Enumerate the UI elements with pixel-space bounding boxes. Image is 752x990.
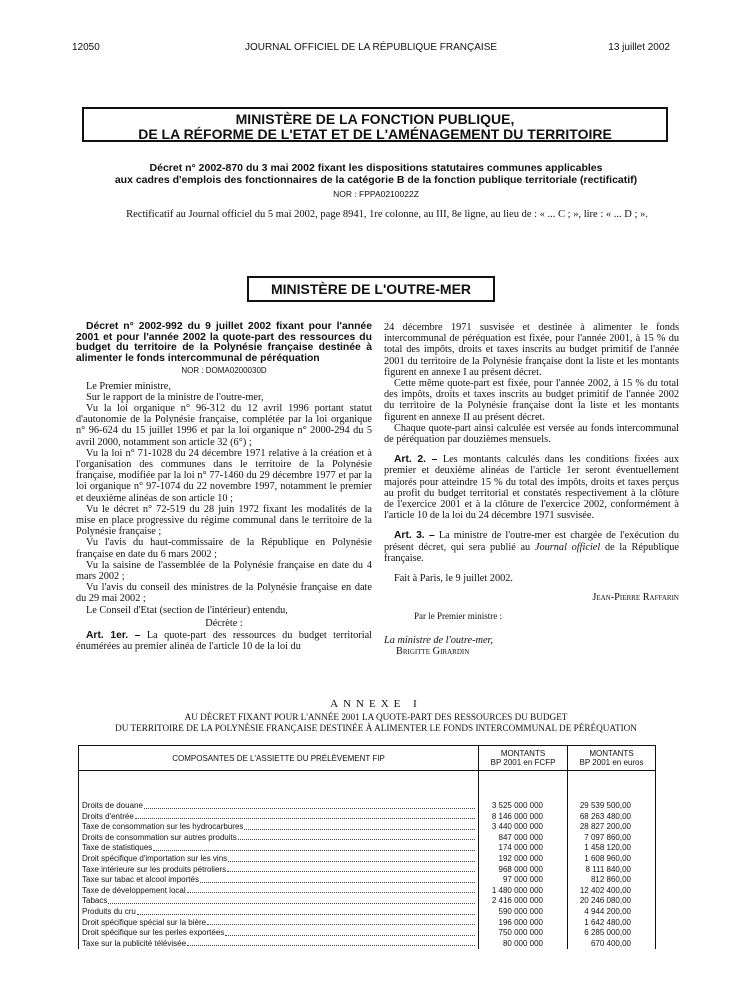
article-3-text-end: de la République française. (384, 541, 679, 564)
decree-paragraph: Le Conseil d'Etat (section de l'intérieur) entendu, (86, 604, 288, 616)
minister-name: Brigitte Girardin (396, 645, 470, 657)
row-label-cell (79, 854, 479, 865)
annex-subtitle-line-1: AU DÉCRET FIXANT POUR L'ANNÉE 2001 LA QUOTE-PART DES RESSOURCES DU BUDGET (184, 712, 568, 722)
table-row (79, 939, 656, 950)
row-amount-fcfp: 80 000 000 (479, 939, 568, 950)
article-2 (384, 454, 679, 521)
row-label-cell (79, 801, 479, 812)
page-header (72, 42, 670, 56)
row-label-cell (79, 865, 479, 876)
fip-table (78, 745, 656, 949)
decree-nor: NOR : DOMA0200030D (181, 366, 267, 376)
row-label: Droits d'entrée (82, 811, 134, 821)
row-label: Taxe sur la publicité télévisée (82, 938, 187, 948)
header-euros-line-1: MONTANTS (589, 749, 634, 758)
article-1-text: La quote-part des ressources du budget territorial énumérées au premier alinéa de l'article 10 de la loi du (76, 630, 373, 653)
decree-done-at: Fait à Paris, le 9 juillet 2002. (394, 573, 513, 585)
row-amount-fcfp: 192 000 000 (479, 854, 568, 865)
decree-title: Décret n° 2002-992 du 9 juillet 2002 fixant pour l'année 2001 et pour l'année 2002 la quote-part des ressources du budget du territoire de la Polynésie française destinée à alimenter le fonds intercommunal de péréquation (76, 321, 372, 364)
row-amount-euros: 670 400,00 (568, 939, 656, 950)
table-row (79, 812, 656, 823)
ministry-heading-fonction-publique (82, 107, 668, 142)
row-label: Taxe intérieure sur les produits pétroliers (82, 864, 227, 874)
table-row (79, 843, 656, 854)
row-amount-fcfp: 968 000 000 (479, 865, 568, 876)
decree-paragraph: Cette même quote-part est fixée, pour l'année 2002, à 15 % du total des impôts, droits et taxes inscrits au budget primitif de l'année 2002 du territoire de la Polynésie française dont la liste et les montants figurent en annexe II au présent décret. (384, 378, 679, 423)
column-header-euros (568, 746, 656, 771)
table-row (79, 886, 656, 897)
table-spacer-row (79, 771, 656, 802)
decree-paragraph: Vu l'avis du haut-commissaire de la République en Polynésie française en date du 6 mars 2002 ; (76, 537, 372, 560)
row-amount-euros: 8 111 840,00 (568, 865, 656, 876)
minister-title: La ministre de l'outre-mer, (384, 634, 493, 646)
row-amount-euros: 29 539 500,00 (568, 801, 656, 812)
ministry-heading-outre-mer: MINISTÈRE DE L'OUTRE-MER (247, 276, 495, 302)
row-amount-fcfp: 847 000 000 (479, 833, 568, 844)
decree-paragraph: Vu la saisine de l'assemblée de la Polynésie française en date du 4 mars 2002 ; (76, 559, 372, 583)
row-amount-euros: 12 402 400,00 (568, 886, 656, 897)
row-amount-euros: 68 263 480,00 (568, 812, 656, 823)
row-label: Droit spécifique d'importation sur les vins (82, 853, 228, 863)
fip-table-body (79, 771, 656, 950)
article-3-label: Art. 3. – (394, 530, 435, 542)
row-amount-euros: 4 944 200,00 (568, 907, 656, 918)
row-label: Taxe de consommation sur les hydrocarbures (82, 822, 244, 832)
decree-paragraph: Le Premier ministre, (86, 380, 171, 392)
row-label: Droits de douane (82, 801, 143, 810)
row-amount-euros: 1 608 960,00 (568, 854, 656, 865)
header-fcfp-line-2: BP 2001 en FCFP (490, 758, 556, 767)
decree-column-left (76, 322, 372, 652)
row-amount-fcfp: 750 000 000 (479, 928, 568, 939)
article-1 (76, 630, 372, 652)
rectificatif-nor: NOR : FPPA0210022Z (333, 189, 419, 199)
table-row (79, 822, 656, 833)
row-amount-fcfp: 590 000 000 (479, 907, 568, 918)
row-label-cell (79, 812, 479, 823)
article-3-text: La ministre de l'outre-mer est chargée de l'exécution du présent décret, qui sera publié au (384, 530, 679, 553)
article-3-journal: Journal officiel (534, 541, 601, 553)
decree-paragraph: Vu l'avis du conseil des ministres de la Polynésie française en date du 29 mai 2002 ; (76, 582, 372, 605)
row-amount-euros: 20 246 080,00 (568, 896, 656, 907)
table-row (79, 801, 656, 812)
row-amount-fcfp: 3 440 000 000 (479, 822, 568, 833)
row-label: Taxe sur tabac et alcool importés (82, 875, 199, 885)
annex-subtitle-line-2: DU TERRITOIRE DE LA POLYNÉSIE FRANÇAISE DESTINÉE À ALIMENTER LE FONDS INTERCOMMUNAL DE PÉRÉQUATION (115, 722, 637, 733)
decree-paragraph: 24 décembre 1971 susvisée et destinée à alimenter le fonds intercommunal de péréquation est fixée, pour l'année 2001, à 15 % du total des impôts, droits et taxes inscrits au budget primitif de l'année 2001 du territoire de la Polynésie française dont la liste et les montants figurent en annexe I au présent décret. (384, 322, 679, 378)
row-label-cell (79, 928, 479, 939)
row-label: Tabacs (82, 896, 108, 906)
page-number: 12050 (72, 42, 100, 53)
row-amount-euros: 6 285 000,00 (568, 928, 656, 939)
ministry-line-2: DE LA RÉFORME DE L'ETAT ET DE L'AMÉNAGEMENT DU TERRITOIRE (138, 126, 612, 142)
row-label: Taxe de statistiques (82, 843, 153, 853)
decree-paragraph: Chaque quote-part ainsi calculée est versée au fonds intercommunal de péréquation par douzièmes mensuels. (384, 422, 679, 446)
issue-date: 13 juillet 2002 (608, 42, 670, 53)
table-row (79, 854, 656, 865)
row-label-cell (79, 907, 479, 918)
decree-paragraph: Vu la loi n° 71-1028 du 24 décembre 1971 relative à la création et à l'organisation des communes dans le territoire de la Polynésie française, modifiée par la loi n° 77-1460 du 29 décembre 1977 et par la loi organique n° 97-1074 du 22 novembre 1997, notamment le premier et deuxième alinéas de son article 10 ; (76, 447, 372, 504)
row-label-cell (79, 896, 479, 907)
row-label: Produits du cru (82, 906, 136, 916)
row-label-cell (79, 939, 479, 950)
rectificatif-title (40, 162, 712, 186)
row-amount-fcfp: 3 525 000 000 (479, 801, 568, 812)
row-amount-euros: 28 827 200,00 (568, 822, 656, 833)
header-euros-line-2: BP 2001 en euros (579, 758, 644, 767)
decree-paragraph: Vu la loi organique n° 96-312 du 12 avril 1996 portant statut d'autonomie de la Polynésie française, complétée par la loi organique n° 96-624 du 15 juillet 1996 et par la loi organique n° 2000-294 du 5 avril 2000, notamment son article 32 (6°) ; (76, 402, 372, 448)
table-row (79, 875, 656, 886)
decree-paragraph: Vu le décret n° 72-519 du 28 juin 1972 fixant les modalités de la mise en place progressive du régime communal dans le territoire de la Polynésie française ; (76, 503, 372, 538)
row-amount-fcfp: 1 480 000 000 (479, 886, 568, 897)
row-amount-fcfp: 2 416 000 000 (479, 896, 568, 907)
header-fcfp-line-1: MONTANTS (500, 749, 546, 758)
row-label-cell (79, 843, 479, 854)
row-amount-euros: 1 458 120,00 (568, 843, 656, 854)
article-2-text: Les montants calculés dans les conditions fixées aux premier et deuxième alinéas de l'article 1er seront éventuellement majorés pour atteindre 15 % du total des impôts, droits et taxes perçus au profit du budget territorial et constatés respectivement à la clôture de l'exercice 2001 et à la clôture de l'exercice 2002, conformément à l'article 10 de la loi du 24 décembre 1971 susvisée. (384, 454, 679, 522)
table-row (79, 896, 656, 907)
by-prime-minister: Par le Premier ministre : (414, 611, 502, 622)
row-amount-euros: 812 860,00 (568, 875, 656, 886)
rectificatif-text: Rectificatif au Journal officiel du 5 mai 2002, page 8941, 1re colonne, au III, 8e ligne, au lieu de : « ... C ; », lire : « ... D ; ». (126, 209, 648, 220)
article-2-label: Art. 2. – (394, 454, 438, 466)
table-row (79, 907, 656, 918)
article-3 (384, 530, 679, 564)
row-label: Droit spécifique sur les perles exportées (82, 928, 225, 938)
column-header-fcfp (479, 746, 568, 771)
row-label-cell (79, 833, 479, 844)
article-1-label: Art. 1er. – (86, 630, 141, 642)
annex-subtitle (70, 712, 682, 733)
row-label: Droit spécifique spécial sur la bière (82, 917, 207, 927)
rectificatif-title-line-2: aux cadres d'emplois des fonctionnaires de la catégorie B de la fonction publique territoriale (rectificatif) (114, 174, 638, 186)
row-amount-euros: 1 642 480,00 (568, 918, 656, 929)
column-header-composantes: COMPOSANTES DE L'ASSIETTE DU PRÉLÈVEMENT FIP (79, 746, 479, 771)
annex-title: ANNEXE I (330, 698, 422, 710)
row-amount-fcfp: 196 000 000 (479, 918, 568, 929)
row-label: Taxe de développement local (82, 885, 186, 895)
row-label-cell (79, 918, 479, 929)
table-row (79, 918, 656, 929)
row-amount-fcfp: 8 146 000 000 (479, 812, 568, 823)
row-amount-euros: 7 097 860,00 (568, 833, 656, 844)
row-amount-fcfp: 174 000 000 (479, 843, 568, 854)
table-row (79, 833, 656, 844)
row-label: Droits de consommation sur autres produits (82, 832, 237, 842)
signatory-pm: Jean-Pierre Raffarin (592, 592, 679, 604)
table-header-row (79, 746, 656, 771)
ministry-line-1: MINISTÈRE DE LA FONCTION PUBLIQUE, (235, 111, 515, 127)
table-row (79, 928, 656, 939)
decree-paragraph: Sur le rapport de la ministre de l'outre-mer, (86, 391, 264, 403)
journal-title: JOURNAL OFFICIEL DE LA RÉPUBLIQUE FRANÇAISE (244, 42, 498, 53)
decree-column-right (384, 322, 679, 657)
row-amount-fcfp: 97 000 000 (479, 875, 568, 886)
row-label-cell (79, 886, 479, 897)
row-label-cell (79, 875, 479, 886)
row-label-cell (79, 822, 479, 833)
rectificatif-title-line-1: Décret n° 2002-870 du 3 mai 2002 fixant les dispositions statutaires communes applicables (149, 162, 603, 174)
table-row (79, 865, 656, 876)
decree-decrete: Décrète : (205, 617, 243, 629)
